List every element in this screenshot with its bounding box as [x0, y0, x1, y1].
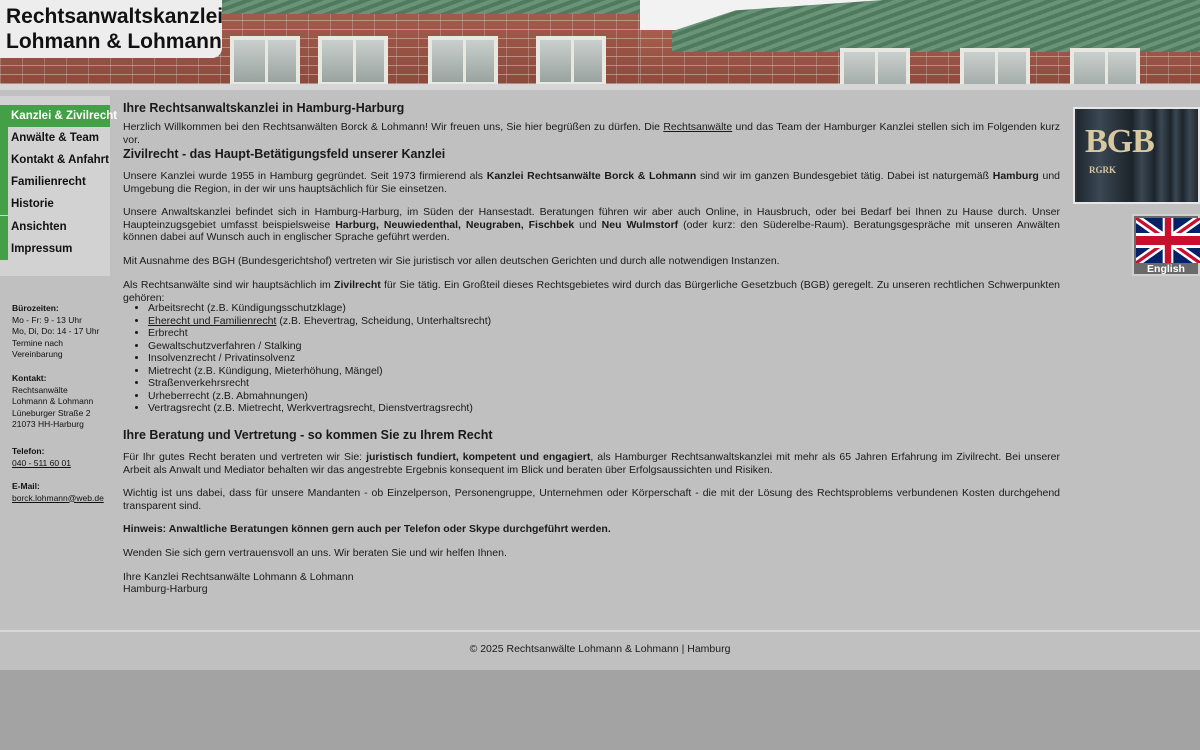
english-label: English — [1147, 263, 1185, 275]
header-window — [428, 36, 498, 84]
section-heading-consulting: Ihre Beratung und Vertretung - so kommen Sie zu Ihrem Recht — [123, 428, 493, 442]
text: Unsere Kanzlei wurde 1955 in Hamburg gegründet. Seit 1973 firmierend als — [123, 170, 487, 182]
list-item: • Urheberrecht (z.B. Abmahnungen) — [148, 390, 491, 403]
lawyers-link[interactable]: Rechtsanwälte — [663, 121, 733, 133]
text: Unsere Anwaltskanzlei befindet sich in Hamburg-Harburg, im Süden der Hansestadt. Beratungen führen wir aber auch Online, in Hausbruch, oder bei Bedarf bei Ihnen zu Hause durch. Unser Haupteinzugsgebiet umfasst beispielsweise — [123, 206, 1060, 231]
nav-item-ansichten[interactable]: Ansichten — [0, 216, 110, 238]
intro-text: und das Team der Hamburger Kanzlei stellen sich im Folgenden kurz vor. — [123, 121, 1060, 146]
list-item: • Vertragsrecht (z.B. Mietrecht, Werkvertragsrecht, Dienstvertragsrecht) — [148, 402, 491, 415]
list-item: • Mietrecht (z.B. Kündigung, Mieterhöhung, Mängel) — [148, 365, 491, 378]
email-label: E-Mail: — [12, 481, 40, 491]
intro-paragraph — [123, 121, 1060, 146]
email-link[interactable]: borck.lohmann@web.de — [12, 492, 104, 503]
text-bold: Neu Wulmstorf — [601, 218, 679, 231]
office-hours-line: Mo, Di, Do: 14 - 17 Uhr — [12, 326, 100, 336]
text-bold: Hamburg — [992, 170, 1039, 182]
text-bold: Harburg, Neuwiedenthal, Neugraben, Fischbek — [335, 218, 575, 231]
nav-item-historie[interactable]: Historie — [0, 193, 110, 215]
email-info — [12, 481, 104, 504]
list-item: • Arbeitsrecht (z.B. Kündigungsschutzklage) — [148, 302, 491, 315]
practice-areas-list — [123, 302, 491, 415]
contact-line: Lüneburger Straße 2 — [12, 407, 91, 418]
paragraph-founding — [123, 170, 1060, 195]
contact-label: Kontakt: — [12, 373, 47, 383]
header-window — [536, 36, 606, 84]
nav-item-kontakt[interactable]: Kontakt & Anfahrt — [0, 149, 110, 171]
page-title: Ihre Rechtsanwaltskanzlei in Hamburg-Harburg — [123, 101, 405, 115]
contact-line: Rechtsanwälte — [12, 384, 68, 395]
book-spine — [1183, 109, 1200, 202]
text: (oder kurz: den Süderelbe-Raum). Beratungsgespräche mit unseren Anwälten können dabei auf Wunsch auch in englischer Sprache geführt werden. — [123, 218, 1060, 243]
office-hours-label: Bürozeiten: — [12, 303, 59, 313]
text-bold: Kanzlei Rechtsanwälte Borck & Lohmann — [486, 170, 697, 182]
office-hours-line: Termine nach — [12, 337, 64, 348]
text: Für Ihr gutes Recht beraten und vertreten wir Sie: — [123, 451, 367, 463]
header-window — [230, 36, 300, 84]
logo[interactable] — [0, 0, 222, 58]
signature-line-2: Hamburg-Harburg — [123, 583, 208, 595]
header-window — [1070, 48, 1140, 84]
paragraph-contact-invite: Wenden Sie sich gern vertrauensvoll an uns. Wir beraten Sie und wir helfen Ihnen. — [123, 547, 507, 559]
header-window — [960, 48, 1030, 84]
text-bold: Zivilrecht — [334, 279, 381, 291]
text: sind wir im ganzen Bundesgebiet tätig. Dabei ist naturgemäß — [696, 170, 993, 182]
nav-item-anwaelte[interactable]: Anwälte & Team — [0, 127, 110, 149]
header-window — [318, 36, 388, 84]
bgb-books-image — [1073, 107, 1200, 204]
text: und Umgebung die Region, in der wir uns hauptsächlich für Sie einsetzen. — [123, 170, 1061, 195]
footer — [0, 632, 1200, 670]
footer-copyright: © 2025 Rechtsanwälte Lohmann & Lohmann | Hamburg — [469, 643, 731, 655]
paragraph-location — [123, 206, 1060, 244]
office-hours — [12, 303, 99, 361]
bgb-label: BGB — [1085, 123, 1154, 160]
signature-line-1: Ihre Kanzlei Rechtsanwälte Lohmann & Lohmann — [123, 571, 354, 583]
text: und — [574, 218, 602, 231]
phone-link[interactable]: 040 - 511 60 01 — [12, 457, 71, 468]
logo-line-1: Rechtsanwaltskanzlei — [6, 5, 224, 28]
contact-line: 21073 HH-Harburg — [12, 419, 84, 429]
office-hours-line: Vereinbarung — [12, 349, 63, 359]
paragraph-courts: Mit Ausnahme des BGH (Bundesgerichtshof) vertreten wir Sie juristisch vor allen deutschen Gerichten und durch alle notwendigen Instanzen. — [123, 255, 780, 267]
family-law-link[interactable]: Eherecht und Familienrecht — [148, 314, 277, 327]
header-banner — [0, 0, 1200, 84]
intro-text: Herzlich Willkommen bei den Rechtsanwälten Borck & Lohmann! Wir freuen uns, Sie hier begrüßen zu dürfen. Die — [123, 121, 664, 133]
list-item — [148, 315, 491, 328]
text: für Sie tätig. Ein Großteil dieses Rechtsgebietes wird durch das Bürgerliche Gesetzbuch (BGB) geregelt. Zu unseren rechtlichen Schwerpunkten gehören: — [123, 279, 1060, 304]
contact-info — [12, 373, 93, 431]
main-nav — [0, 96, 118, 276]
uk-flag-icon — [1136, 218, 1200, 263]
list-item: • Straßenverkehrsrecht — [148, 377, 491, 390]
header-roof-left — [220, 0, 640, 14]
list-item: • Insolvenzrecht / Privatinsolvenz — [148, 352, 491, 365]
paragraph-focus — [123, 279, 1060, 304]
office-hours-line: Mo - Fr: 9 - 13 Uhr — [12, 314, 82, 325]
paragraph-costs: Wichtig ist uns dabei, dass für unsere Mandanten - ob Einzelperson, Personengruppe, Unternehmen oder Körperschaft - die mit der Lösung des Rechtsproblems verbundenen Kosten durchgehend transparent sind. — [123, 487, 1060, 512]
english-language-button[interactable] — [1132, 214, 1200, 276]
logo-line-2: Lohmann & Lohmann — [6, 30, 222, 53]
list-item: • Gewaltschutzverfahren / Stalking — [148, 340, 491, 353]
paragraph-consulting — [123, 451, 1060, 476]
nav-item-kanzlei[interactable]: Kanzlei & Zivilrecht — [0, 105, 110, 127]
section-heading-civil-law: Zivilrecht - das Haupt-Betätigungsfeld unserer Kanzlei — [123, 147, 446, 161]
phone-label: Telefon: — [12, 446, 45, 456]
contact-line: Lohmann & Lohmann — [12, 396, 94, 406]
text: (z.B. Ehevertrag, Scheidung, Unterhaltsrecht) — [276, 314, 492, 327]
nav-item-familienrecht[interactable]: Familienrecht — [0, 171, 110, 193]
nav-item-impressum[interactable]: Impressum — [0, 238, 110, 260]
bgb-sublabel: RGRK — [1089, 165, 1116, 175]
text: , als Hamburger Rechtsanwaltskanzlei mit mehr als 65 Jahren Erfahrung im Zivilrecht. Bei unserer Arbeit als Anwalt und Mediator behalten wir das angestrebte Ergebnis konsequent im Blick und beraten über Erfolgsaussichten und Risiken. — [123, 451, 1061, 476]
paragraph-hint: Hinweis: Anwaltliche Beratungen können gern auch per Telefon oder Skype durchgeführt werden. — [123, 523, 611, 535]
text-bold: juristisch fundiert, kompetent und engagiert — [366, 451, 591, 463]
text: Als Rechtsanwälte sind wir hauptsächlich im — [123, 279, 335, 291]
phone-info — [12, 446, 71, 469]
book-spine — [1155, 109, 1172, 202]
list-item: • Erbrecht — [148, 327, 491, 340]
header-window — [840, 48, 910, 84]
